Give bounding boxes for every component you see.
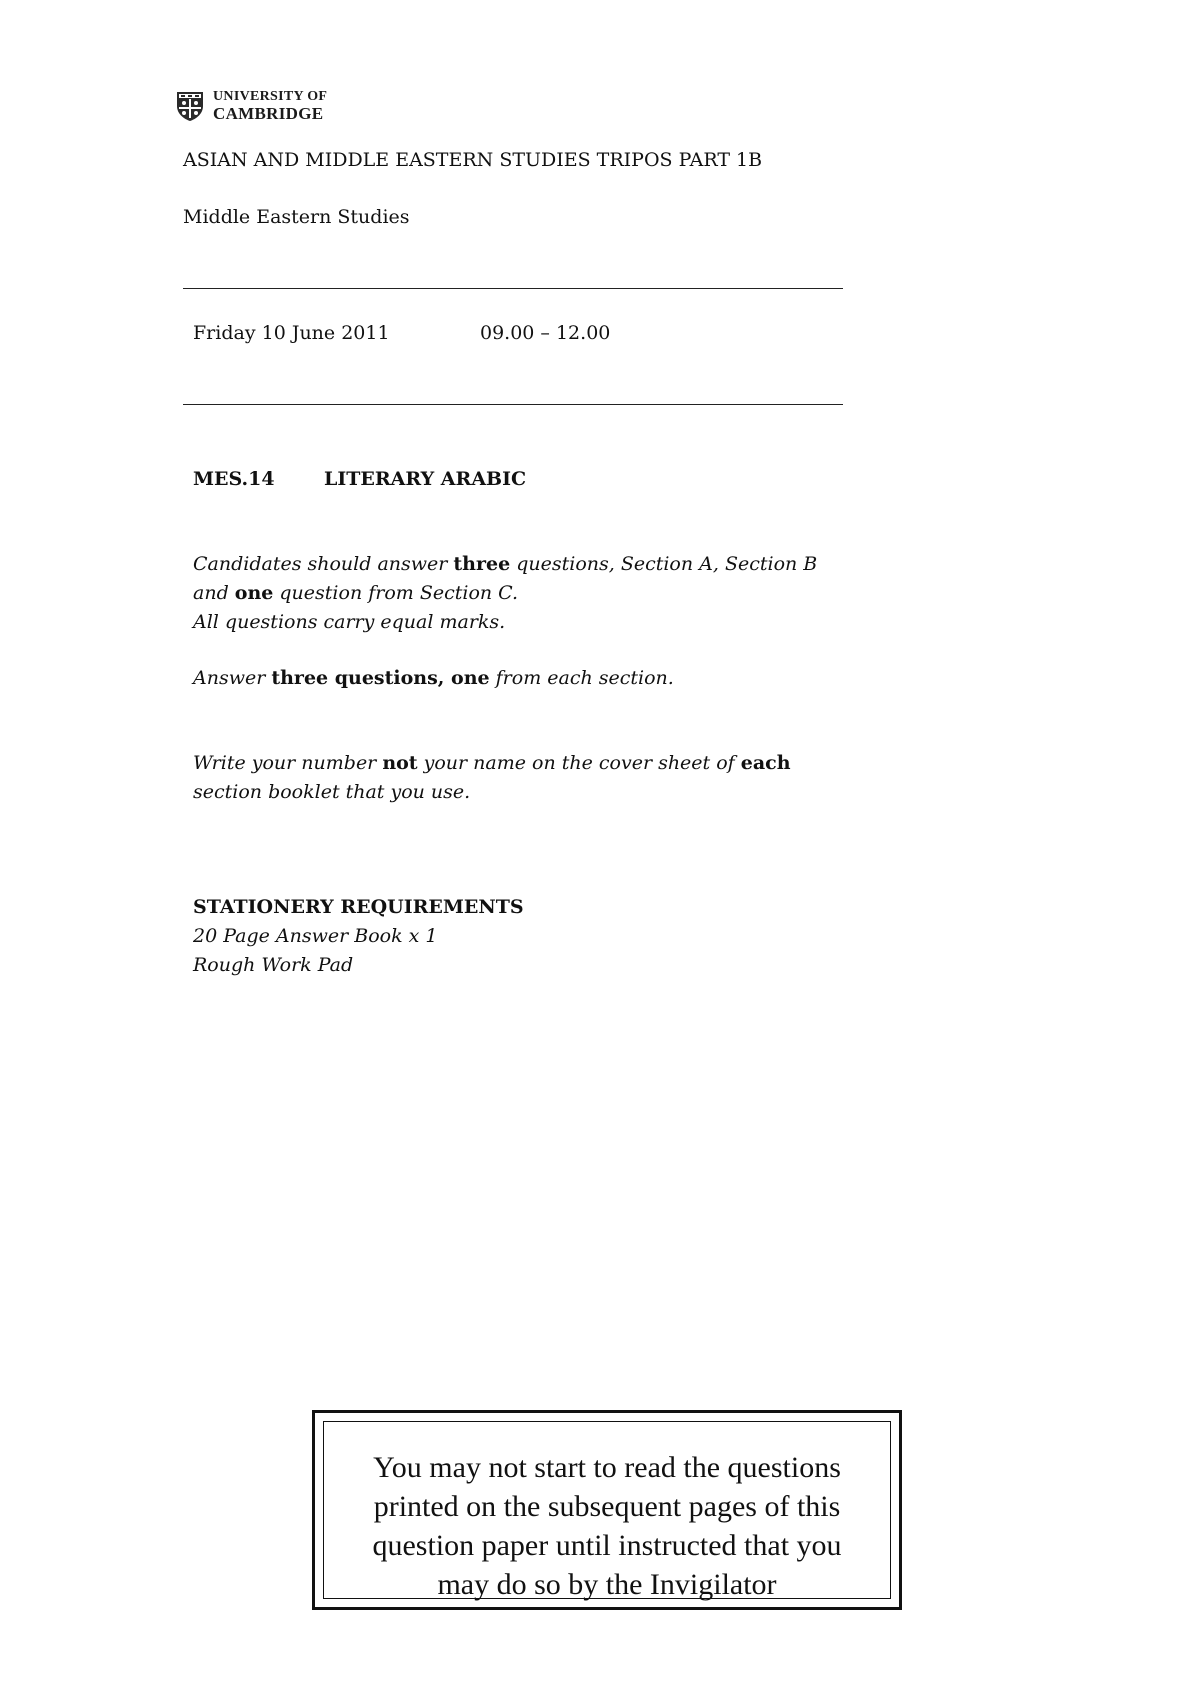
exam-date: Friday 10 June 2011 (193, 322, 390, 344)
instr3-emph-not: not (382, 752, 418, 774)
instr1-emph-three: three (453, 553, 511, 575)
instr1-equal-marks: All questions carry equal marks. (193, 611, 506, 633)
divider-bottom (183, 404, 843, 405)
instr2-emph-three: three (271, 667, 329, 689)
instructions-paragraph-2 (193, 664, 833, 693)
paper-code: MES.14 (193, 468, 275, 490)
subject-title: Middle Eastern Studies (183, 206, 410, 228)
notice-line: printed on the subsequent pages of this (373, 1490, 841, 1523)
instructions-paragraph-1 (193, 550, 833, 637)
notice-line: You may not start to read the questions (373, 1451, 841, 1484)
tripos-title: ASIAN AND MIDDLE EASTERN STUDIES TRIPOS PART 1B (183, 149, 763, 171)
instr3-text-a: Write your number (193, 752, 383, 774)
stationery-item: 20 Page Answer Book x 1 (193, 925, 438, 947)
instructions-paragraph-3 (193, 749, 833, 807)
instr2-text-e: from each section. (489, 667, 674, 689)
notice-line: question paper until instructed that you (372, 1529, 842, 1562)
logo-wordmark (213, 88, 327, 122)
instr1-text-e: question from Section C. (273, 582, 519, 604)
stationery-section (193, 893, 833, 980)
instr1-text-a: Candidates should answer (193, 553, 454, 575)
invigilator-notice-box (312, 1410, 902, 1610)
paper-title: LITERARY ARABIC (324, 468, 527, 490)
university-logo (175, 88, 345, 124)
instr2-text-c: questions, (328, 667, 452, 689)
instr3-text-e: section booklet that you use. (193, 781, 471, 803)
logo-line-2: CAMBRIDGE (213, 104, 324, 123)
exam-time: 09.00 – 12.00 (480, 322, 611, 344)
notice-text (324, 1448, 890, 1604)
logo-line-1: UNIVERSITY OF (213, 89, 328, 104)
instr3-text-c: your name on the cover sheet of (417, 752, 741, 774)
stationery-heading: STATIONERY REQUIREMENTS (193, 896, 524, 918)
instr3-emph-each: each (740, 752, 791, 774)
instr2-text-a: Answer (193, 667, 272, 689)
divider-top (183, 288, 843, 289)
notice-line: may do so by the Invigilator (437, 1568, 777, 1601)
university-crest-icon (175, 90, 205, 122)
instr2-emph-one: one (451, 667, 490, 689)
instr1-text-c: questions, Section A, Section B and (193, 553, 818, 604)
instr1-emph-one: one (234, 582, 274, 604)
stationery-item: Rough Work Pad (193, 954, 354, 976)
notice-inner-border (323, 1421, 891, 1599)
